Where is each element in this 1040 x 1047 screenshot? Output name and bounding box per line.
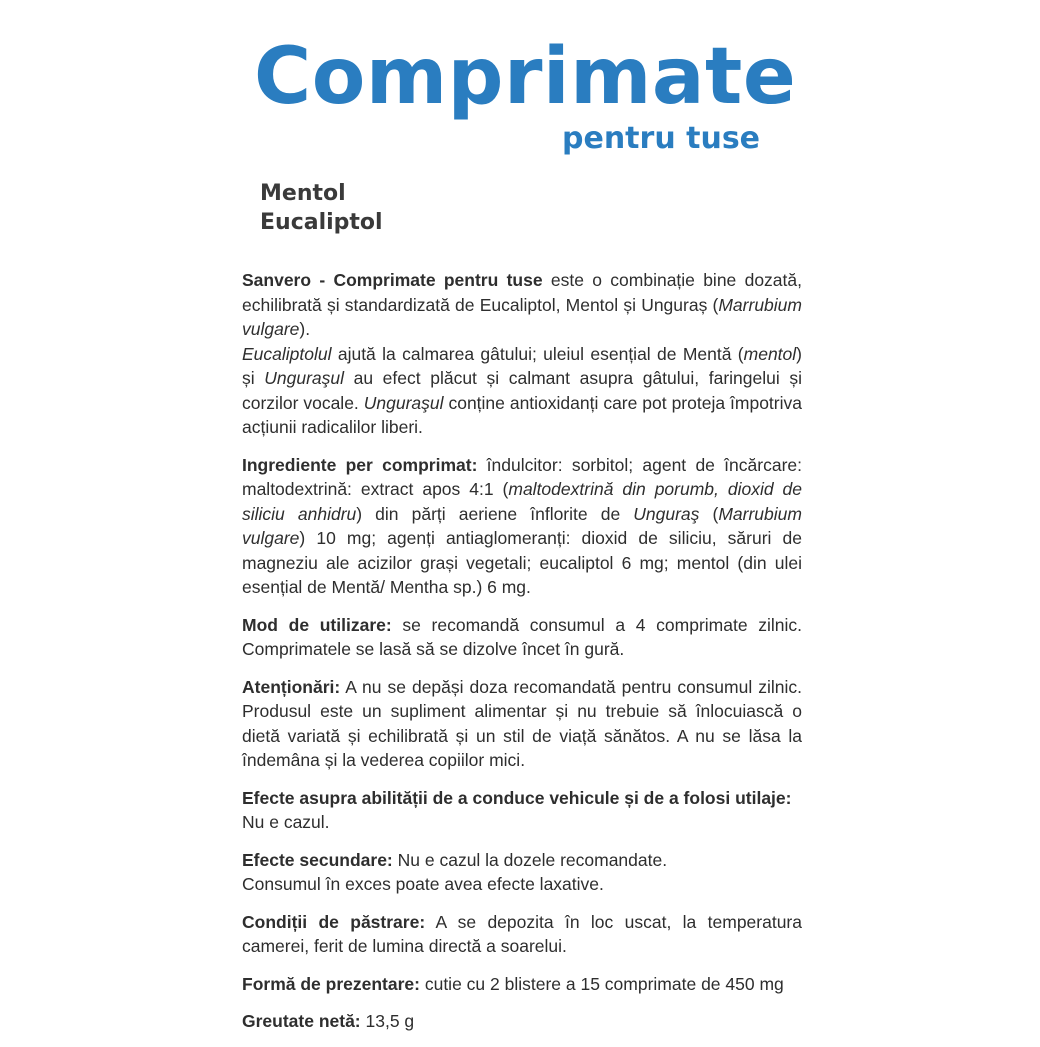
ingredients-label: Ingrediente per comprimat: xyxy=(242,454,478,475)
active-ingredients xyxy=(260,179,383,237)
storage-section: Condiții de păstrare: A se depozita în loc uscat, la temperatura camerei, ferit de lumina directă a soarelui. xyxy=(242,911,802,956)
benefits-paragraph: Eucaliptolul ajută la calmarea gâtului; uleiul esențial de Mentă (mentol) și Unguraşul au efect plăcut și calmant asupra gâtului, faringelui și corzilor vocale. Unguraşul conține antioxidanți care pot proteja împotriva acțiunii radicalilor liberi. xyxy=(242,343,802,437)
side-effects-section: Efecte secundare: Nu e cazul la dozele recomandate. Consumul în exces poate avea efecte laxative. xyxy=(242,849,668,894)
net-weight-label: Greutate netă: xyxy=(242,1011,361,1031)
warnings-label: Atenționări: xyxy=(242,676,341,697)
active-ingredient-mentol: Mentol xyxy=(260,181,346,206)
driving-section: Efecte asupra abilității de a conduce vehicule și de a folosi utilaje: Nu e cazul. xyxy=(242,787,792,832)
active-ingredient-eucaliptol: Eucaliptol xyxy=(260,210,383,235)
presentation-label: Formă de prezentare: xyxy=(242,973,420,994)
presentation-section: Formă de prezentare: cutie cu 2 blistere a 15 comprimate de 450 mg xyxy=(242,973,784,994)
net-weight-section: Greutate netă: 13,5 g xyxy=(242,1011,415,1031)
ingredients-section: Ingrediente per comprimat: îndulcitor: sorbitol; agent de încărcare: maltodextrină: extract apos 4:1 (maltodextrină din porumb, dioxid de siliciu anhidru) din părți aeriene înflorite de Unguraş (Marrubium vulgare) 10 mg; agenți antiaglomeranți: dioxid de siliciu, săruri de magneziu ale acizilor grași vegetali; eucaliptol 6 mg; mentol (din ulei esențial de Mentă/ Mentha sp.) 6 mg. xyxy=(242,454,802,597)
usage-section: Mod de utilizare: se recomandă consumul a 4 comprimate zilnic. Comprimatele se lasă să se dizolve încet în gură. xyxy=(242,614,803,659)
warnings-section: Atenționări: A nu se depăși doza recomandată pentru consumul zilnic. Produsul este un supliment alimentar și nu trebuie să înlocuiască o dietă variată și echilibrată și un stil de viață sănătos. A nu se lăsa la îndemâna și la vederea copiilor mici. xyxy=(242,676,802,770)
storage-label: Condiții de păstrare: xyxy=(242,911,426,932)
product-subtitle: pentru tuse xyxy=(562,121,761,156)
brand-name: Sanvero - Comprimate pentru tuse xyxy=(242,270,543,290)
driving-label: Efecte asupra abilității de a conduce vehicule și de a folosi utilaje: xyxy=(242,787,792,808)
usage-label: Mod de utilizare: xyxy=(242,614,392,635)
intro-paragraph: Sanvero - Comprimate pentru tuse este o combinație bine dozată, echilibrată și standardizată de Eucaliptol, Mentol și Unguraș (Marrubium vulgare). xyxy=(242,270,802,339)
product-title: Comprimate xyxy=(254,32,797,122)
leaflet-body xyxy=(242,268,802,1047)
side-effects-label: Efecte secundare: xyxy=(242,849,393,870)
